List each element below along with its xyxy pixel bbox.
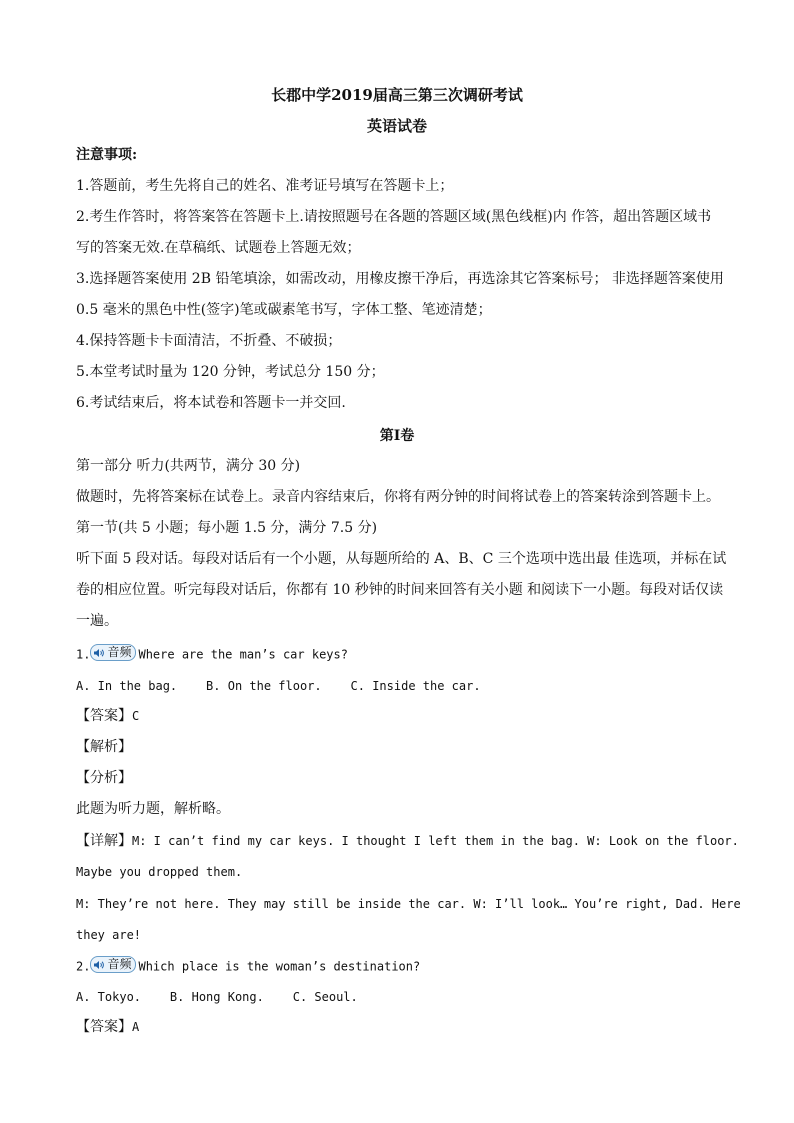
analysis-label: 【解析】 <box>76 739 132 755</box>
section1-heading: 第一节(共 5 小题；每小题 1.5 分，满分 7.5 分) <box>76 520 378 536</box>
question-1-options: A. In the bag. B. On the floor. C. Inside the car. <box>76 679 481 693</box>
question-2-answer <box>76 1017 139 1037</box>
detail-line-2: Maybe you dropped them. <box>76 865 243 879</box>
directions-line-3: 一遍。 <box>76 613 118 629</box>
volume-title: 第Ⅰ卷 <box>379 428 415 444</box>
question-2-number: 2. <box>76 959 91 974</box>
notice-item-6: 6.考试结束后，将本试卷和答题卡一并交回. <box>76 395 346 411</box>
audio-label-2: 音频 <box>107 957 132 971</box>
notice-item-2b: 写的答案无效.在草稿纸、试题卷上答题无效； <box>76 240 361 256</box>
notice-item-2a: 2.考生作答时，将答案答在答题卡上.请按照题号在各题的答题区域(黑色线框)内 作答，超出答题区域书 <box>76 209 712 225</box>
notice-item-5: 5.本堂考试时量为 120 分钟，考试总分 150 分； <box>76 364 385 380</box>
detail-label: 【详解】 <box>76 833 132 849</box>
audio-button-2[interactable] <box>90 956 136 973</box>
notice-item-1: 1.答题前，考生先将自己的姓名、准考证号填写在答题卡上； <box>76 178 454 194</box>
part1-heading: 第一部分 听力(共两节，满分 30 分) <box>76 458 301 474</box>
detail-text-1: M: I can’t find my car keys. I thought I left them in the bag. W: Look on the floor. <box>132 834 739 848</box>
answer-label: 【答案】 <box>76 1019 132 1035</box>
fenxi-label: 【分析】 <box>76 770 132 786</box>
answer-value: A <box>132 1020 140 1034</box>
speaker-icon <box>93 648 105 658</box>
question-2 <box>76 956 420 977</box>
question-2-options: A. Tokyo. B. Hong Kong. C. Seoul. <box>76 990 358 1004</box>
question-1-text: Where are the man’s car keys? <box>138 647 348 662</box>
audio-label-1: 音频 <box>107 645 132 659</box>
speaker-icon <box>93 960 105 970</box>
part1-instruction: 做题时，先将答案标在试卷上。录音内容结束后，你将有两分钟的时间将试卷上的答案转涂到答题卡上。 <box>76 489 720 505</box>
notice-heading: 注意事项: <box>76 147 138 163</box>
notice-item-3b: 0.5 毫米的黑色中性(签字)笔或碳素笔书写，字体工整、笔迹清楚； <box>76 302 492 318</box>
question-1 <box>76 644 348 665</box>
audio-button-1[interactable] <box>90 644 136 661</box>
notice-item-3a: 3.选择题答案使用 2B 铅笔填涂，如需改动，用橡皮擦干净后，再选涂其它答案标号； 非选择题答案使用 <box>76 271 724 287</box>
detail-line-3: M: They’re not here. They may still be inside the car. W: I’ll look… You’re right, Dad. Here <box>76 897 741 911</box>
exam-subtitle: 英语试卷 <box>366 117 427 135</box>
question-2-text: Which place is the woman’s destination? <box>138 959 421 974</box>
answer-label: 【答案】 <box>76 708 132 724</box>
exam-title: 长郡中学2019届高三第三次调研考试 <box>271 86 523 104</box>
detail-line-1 <box>76 831 739 851</box>
directions-line-1: 听下面 5 段对话。每段对话后有一个小题，从每题所给的 A、B、C 三个选项中选出最 佳选项，并标在试 <box>76 551 727 567</box>
question-1-answer <box>76 706 139 726</box>
notice-item-4: 4.保持答题卡卡面清洁，不折叠、不破损； <box>76 333 342 349</box>
fenxi-text: 此题为听力题，解析略。 <box>76 801 230 817</box>
question-1-number: 1. <box>76 647 91 662</box>
answer-value: C <box>132 709 140 723</box>
directions-line-2: 卷的相应位置。听完每段对话后，你都有 10 秒钟的时间来回答有关小题 和阅读下一小题。每段对话仅读 <box>76 582 724 598</box>
detail-line-4: they are! <box>76 928 142 942</box>
